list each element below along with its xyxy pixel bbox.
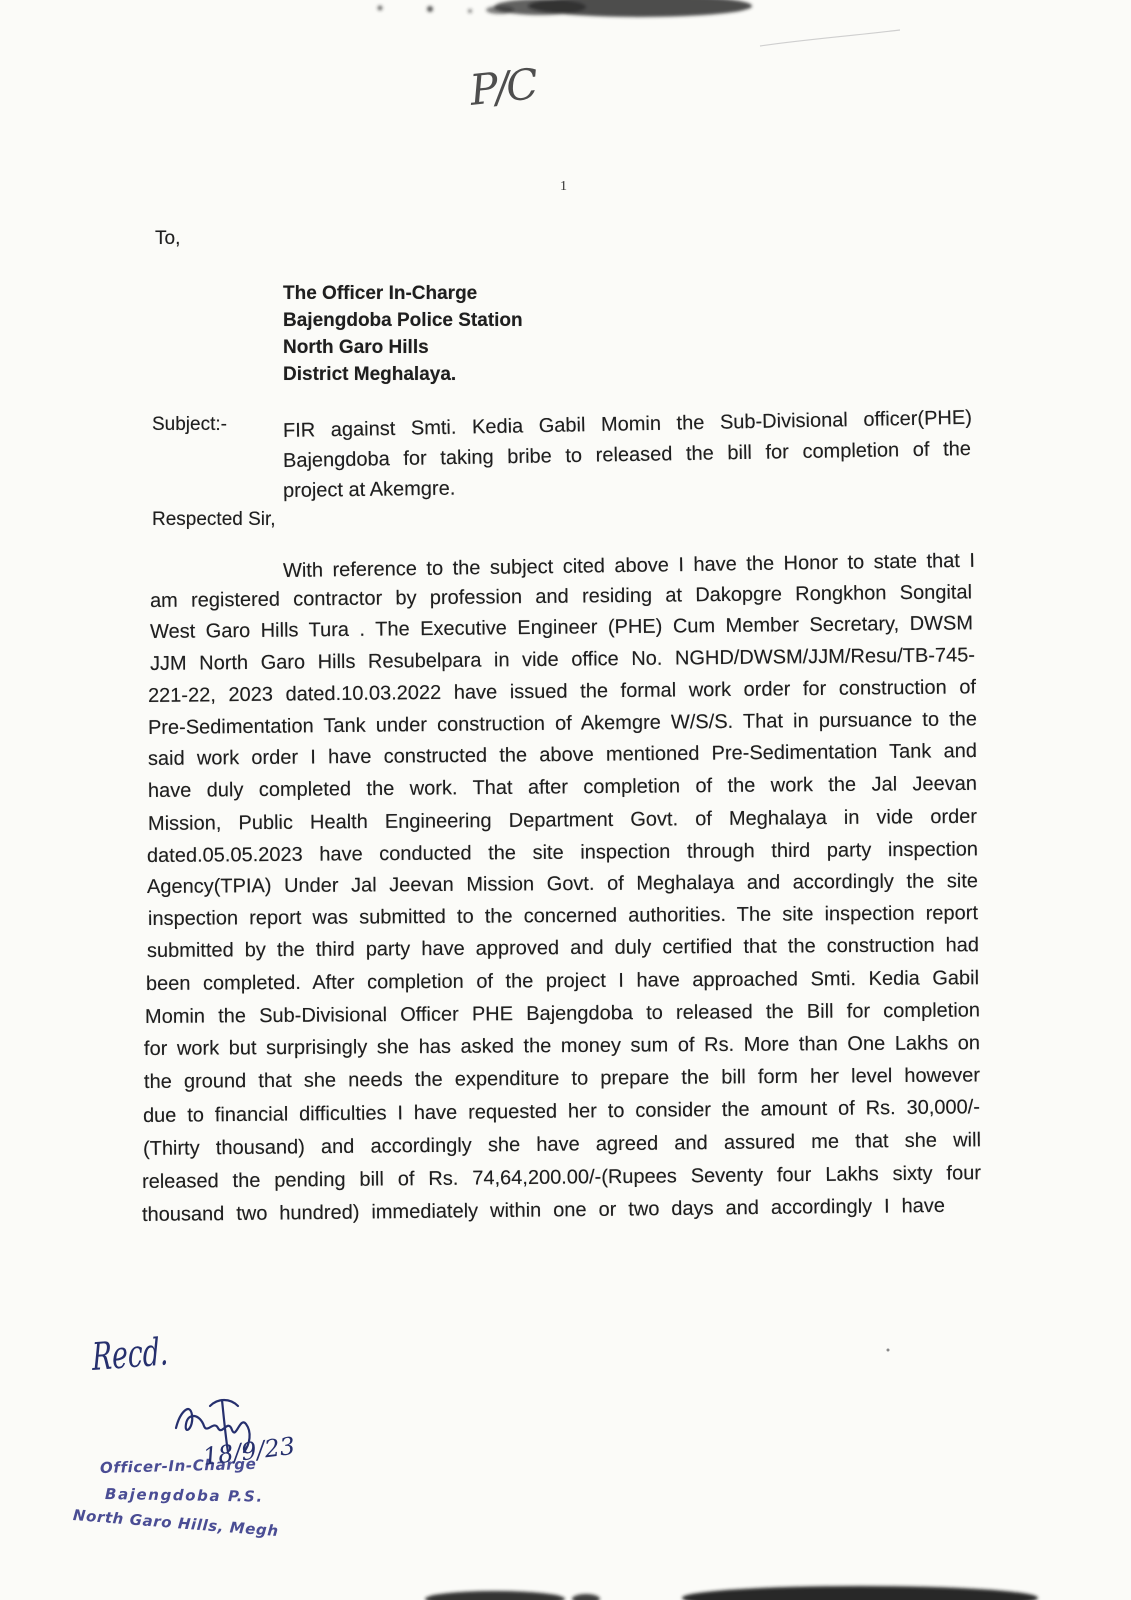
body-line: Mission, Public Health Engineering Department Govt. of Meghalaya in vide order	[147, 805, 978, 835]
body-line: Agency(TPIA) Under Jal Jeevan Mission Govt. of Meghalaya and accordingly the site	[146, 870, 979, 898]
salutation: Respected Sir,	[152, 509, 276, 530]
handwritten-received-date: 18/9/23	[201, 1431, 297, 1471]
body-line: due to financial difficulties I have requested her to consider the amount of Rs. 30,000/-	[142, 1096, 981, 1127]
handwritten-received-note: Recd.	[91, 1329, 169, 1379]
body-line: said work order I have constructed the above mentioned Pre-Sedimentation Tank and	[147, 740, 978, 770]
subject-line: FIR against Smti. Kedia Gabil Momin the Sub-Divisional officer(PHE)	[282, 406, 973, 442]
stamp-line: Bajengdoba P.S.	[104, 1485, 264, 1506]
address-line: Bajengdoba Police Station	[283, 310, 523, 331]
body-line: 221-22, 2023 dated.10.03.2022 have issued the formal work order for construction of	[147, 676, 977, 707]
body-line: released the pending bill of Rs. 74,64,200.00/-(Rupees Seventy four Lakhs sixty four	[141, 1162, 982, 1193]
top-smudge	[378, 0, 753, 17]
body-line: inspection report was submitted to the concerned authorities. The site inspection report	[147, 902, 979, 930]
body-line: the ground that she needs the expenditure to prepare the bill form her level however	[143, 1064, 981, 1093]
body-line: JJM North Garo Hills Resubelpara in vide office No. NGHD/DWSM/JJM/Resu/TB-745-	[149, 644, 976, 675]
body-line: Momin the Sub-Divisional Officer PHE Bajengdoba to released the Bill for completion	[144, 999, 981, 1028]
bottom-smudge	[425, 1586, 1038, 1600]
body-line: With reference to the subject cited above I have the Honor to state that I	[282, 549, 976, 582]
body-line: thousand two hundred) immediately within one or two days and accordingly I have	[141, 1194, 946, 1226]
address-line: The Officer In-Charge	[283, 283, 478, 304]
body-line: Pre-Sedimentation Tank under construction of Akemgre W/S/S. That in pursuance to the	[147, 708, 978, 739]
page-number: 1	[560, 179, 567, 194]
body-line: for work but surprisingly she has asked the money sum of Rs. More than One Lakhs on	[143, 1032, 981, 1060]
address-line: North Garo Hills	[283, 337, 429, 358]
body-line: (Thirty thousand) and accordingly she have agreed and assured me that she will	[142, 1129, 982, 1160]
body-line: have duly completed the work. That after completion of the work the Jal Jeevan	[147, 772, 978, 802]
body-line: been completed. After completion of the project I have approached Smti. Kedia Gabil	[145, 967, 980, 995]
address-line: District Meghalaya.	[283, 364, 457, 385]
stamp-line: Officer-In-Charge	[99, 1454, 257, 1477]
subject-line: project at Akemgre.	[282, 477, 456, 502]
to-label: To,	[155, 228, 181, 249]
handwritten-top-note: P/C	[467, 59, 538, 115]
body-line: West Garo Hills Tura . The Executive Engineer (PHE) Cum Member Secretary, DWSM	[149, 612, 974, 643]
top-scratch	[760, 30, 900, 46]
subject-line: Bajengdoba for taking bribe to released the bill for completion of the	[282, 437, 972, 472]
body-line: submitted by the third party have approved and duly certified that the construction had	[146, 934, 980, 962]
subject-label: Subject:-	[152, 414, 227, 435]
body-line: am registered contractor by profession and residing at Dakopgre Rongkhon Songital	[149, 581, 973, 612]
body-line: dated.05.05.2023 have conducted the site inspection through third party inspection	[146, 838, 979, 867]
scan-speck	[887, 1349, 890, 1352]
stamp-line: North Garo Hills, Megh	[72, 1506, 280, 1541]
